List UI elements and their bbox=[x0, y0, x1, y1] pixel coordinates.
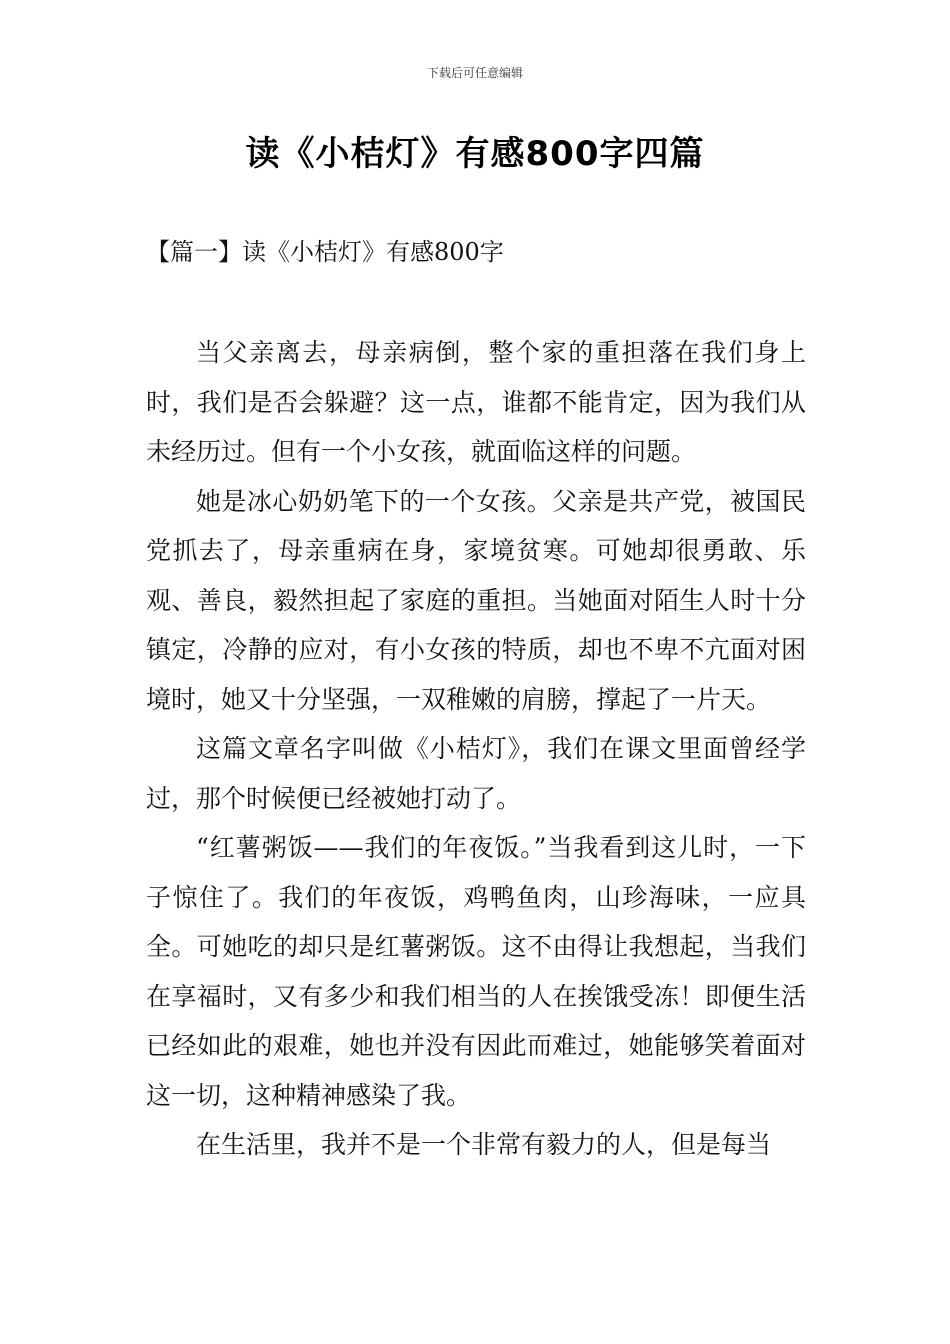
paragraph: “红薯粥饭——我们的年夜饭。”当我看到这儿时，一下子惊住了。我们的年夜饭，鸡鸭鱼肉，山珍海味，一应具全。可她吃的却只是红薯粥饭。这不由得让我想起，当我们在享福时，又有多少和我们相当的人在挨饿受冻！即便生活已经如此的艰难，她也并没有因此而难过，她能够笑着面对这一切，这种精神感染了我。 bbox=[146, 833, 806, 1110]
paragraph: 这篇文章名字叫做《小桔灯》，我们在课文里面曾经学过，那个时候便已经被她打动了。 bbox=[146, 734, 806, 813]
body-text bbox=[146, 328, 806, 1170]
paragraph: 她是冰心奶奶笔下的一个女孩。父亲是共产党，被国民党抓去了，母亲重病在身，家境贫寒。可她却很勇敢、乐观、善良，毅然担起了家庭的重担。当她面对陌生人时十分镇定，冷静的应对，有小女孩的特质，却也不卑不亢面对困境时，她又十分坚强，一双稚嫩的肩膀，撑起了一片天。 bbox=[146, 486, 806, 714]
paragraph: 当父亲离去，母亲病倒，整个家的重担落在我们身上时，我们是否会躲避？这一点，谁都不能肯定，因为我们从未经历过。但有一个小女孩，就面临这样的问题。 bbox=[146, 338, 806, 466]
header-note: 下载后可任意编辑 bbox=[426, 66, 523, 80]
section-heading: 【篇一】读《小桔灯》有感800字 bbox=[146, 238, 504, 266]
paragraph: 在生活里，我并不是一个非常有毅力的人，但是每当 bbox=[196, 1130, 772, 1159]
document-title: 读《小桔灯》有感800字四篇 bbox=[245, 134, 705, 174]
